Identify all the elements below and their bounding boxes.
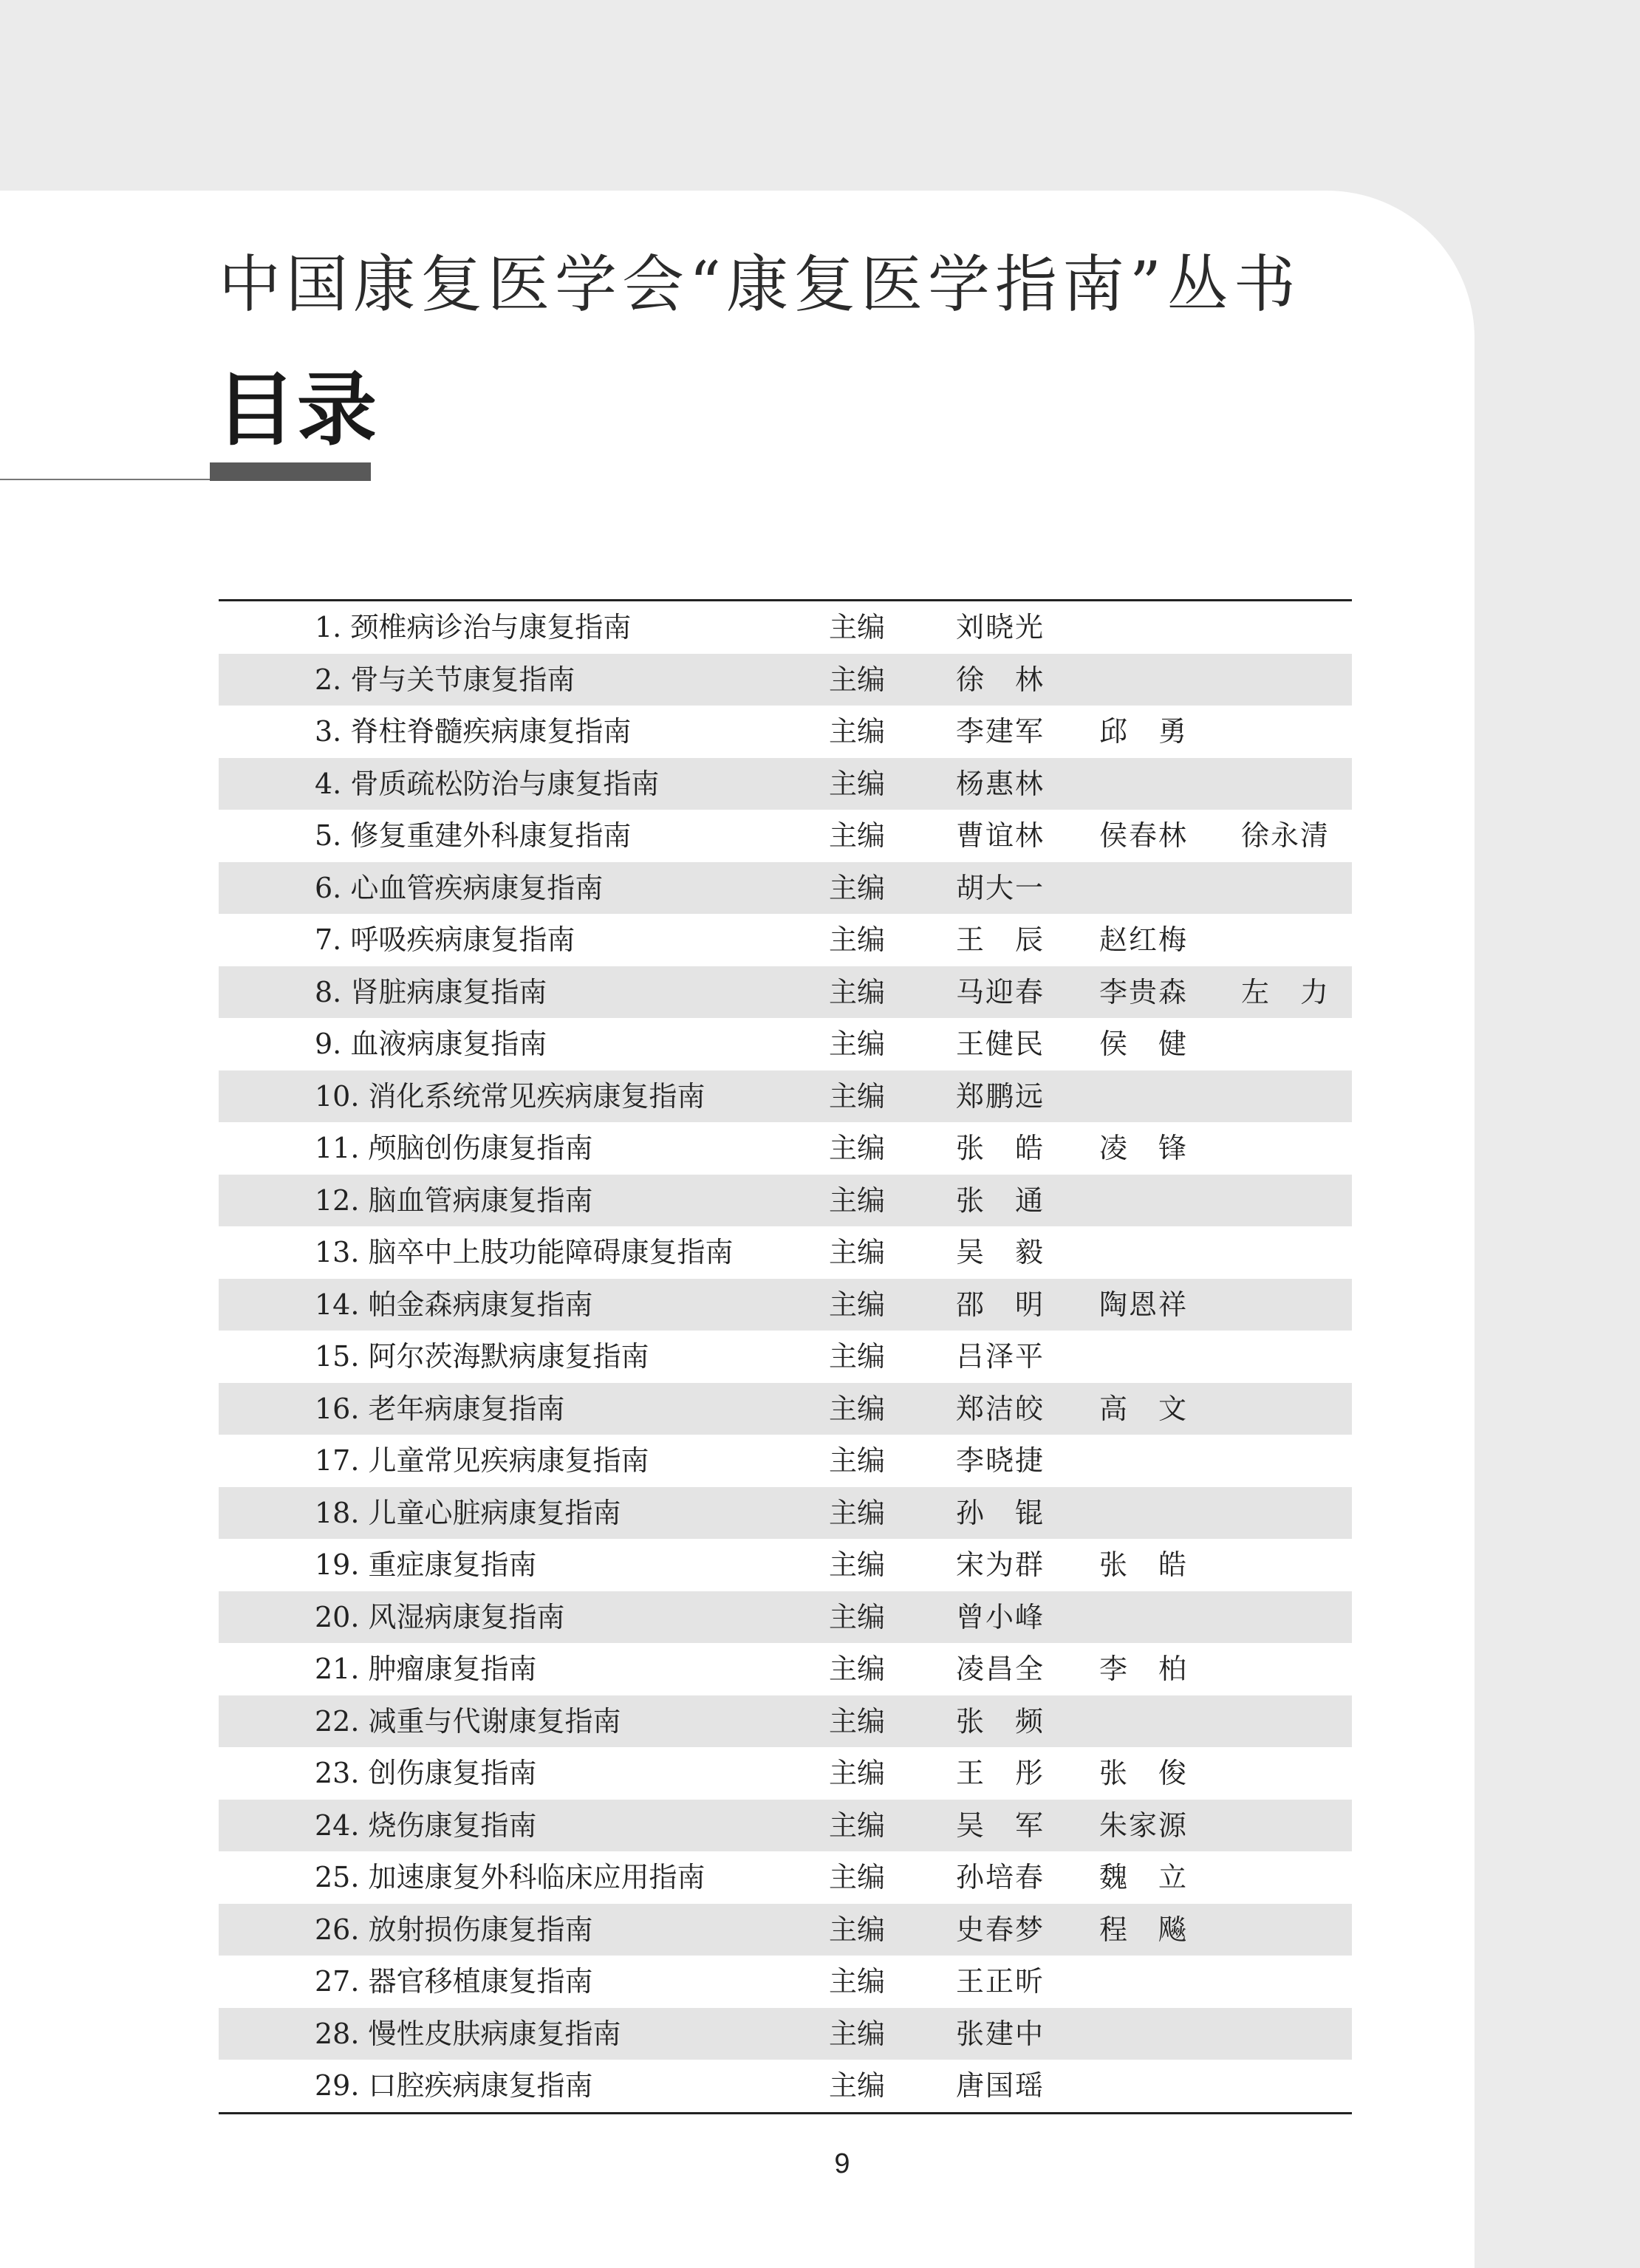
editor-name: 马迎春 <box>956 975 1045 1008</box>
editor-name: 朱家源 <box>1099 1808 1189 1842</box>
book-title: 28. 慢性皮肤病康复指南 <box>315 2017 621 2050</box>
toc-row <box>219 1747 1352 1800</box>
editor-name: 李建军 <box>956 715 1045 748</box>
toc-row <box>219 706 1352 758</box>
book-title: 20. 风湿病康复指南 <box>315 1600 565 1633</box>
editor-name: 高 文 <box>1099 1392 1189 1425</box>
toc-row <box>219 1591 1352 1644</box>
editor-role: 主编 <box>829 767 886 800</box>
editor-role: 主编 <box>829 819 886 852</box>
book-title: 3. 脊柱脊髓疾病康复指南 <box>315 715 632 748</box>
editor-name: 赵红梅 <box>1099 923 1189 956</box>
editor-role: 主编 <box>829 923 886 956</box>
toc-row <box>219 2060 1352 2112</box>
toc-row <box>219 2008 1352 2060</box>
editor-name: 史春梦 <box>956 1913 1045 1946</box>
editor-name: 杨惠林 <box>956 767 1045 800</box>
editor-name: 曹谊林 <box>956 819 1045 852</box>
heading-rule <box>0 479 214 480</box>
editor-name: 张 俊 <box>1099 1757 1189 1789</box>
editor-name: 王 辰 <box>956 923 1045 956</box>
book-title: 10. 消化系统常见疾病康复指南 <box>315 1079 705 1113</box>
toc-row <box>219 1904 1352 1956</box>
book-title: 22. 减重与代谢康复指南 <box>315 1704 621 1738</box>
book-title: 4. 骨质疏松防治与康复指南 <box>315 767 660 800</box>
editor-name: 左 力 <box>1241 975 1330 1008</box>
editor-name: 吕泽平 <box>956 1340 1045 1373</box>
editor-role: 主编 <box>829 1028 886 1060</box>
editor-name: 吴 军 <box>956 1808 1045 1842</box>
toc-row <box>219 966 1352 1019</box>
editor-name: 李贵森 <box>1099 975 1189 1008</box>
editor-name: 邱 勇 <box>1099 715 1189 748</box>
editor-name: 郑鹏远 <box>956 1079 1045 1113</box>
editor-name: 曾小峰 <box>956 1600 1045 1633</box>
book-title: 2. 骨与关节康复指南 <box>315 663 575 696</box>
editor-name: 孙培春 <box>956 1861 1045 1893</box>
editor-role: 主编 <box>829 1340 886 1373</box>
editor-name: 王正昕 <box>956 1965 1045 1998</box>
toc-row <box>219 1539 1352 1591</box>
book-title: 5. 修复重建外科康复指南 <box>315 819 632 852</box>
book-title: 9. 血液病康复指南 <box>315 1028 547 1060</box>
editor-name: 徐永清 <box>1241 819 1330 852</box>
page-number: 9 <box>834 2148 850 2179</box>
series-title: 中国康复医学会“康复医学指南”丛书 <box>219 248 1301 321</box>
editor-role: 主编 <box>829 1965 886 1998</box>
toc-row <box>219 1851 1352 1904</box>
editor-name: 吴 毅 <box>956 1236 1045 1268</box>
editor-name: 张建中 <box>956 2017 1045 2050</box>
toc-row <box>219 1800 1352 1852</box>
book-title: 29. 口腔疾病康复指南 <box>315 2069 593 2102</box>
book-title: 25. 加速康复外科临床应用指南 <box>315 1861 705 1893</box>
book-title: 8. 肾脏病康复指南 <box>315 975 547 1008</box>
editor-name: 徐 林 <box>956 663 1045 696</box>
book-title: 6. 心血管疾病康复指南 <box>315 871 604 904</box>
toc-row <box>219 1279 1352 1331</box>
book-title: 21. 肿瘤康复指南 <box>315 1653 537 1685</box>
editor-name: 刘晓光 <box>956 611 1045 643</box>
toc-row <box>219 1435 1352 1487</box>
book-title: 18. 儿童心脏病康复指南 <box>315 1496 621 1529</box>
heading-accent-bar <box>210 462 371 481</box>
editor-role: 主编 <box>829 2069 886 2102</box>
editor-name: 孙 锟 <box>956 1496 1045 1529</box>
book-title: 12. 脑血管病康复指南 <box>315 1183 593 1217</box>
editor-name: 郑洁皎 <box>956 1392 1045 1425</box>
editor-role: 主编 <box>829 1444 886 1477</box>
toc-row <box>219 1487 1352 1540</box>
book-title: 27. 器官移植康复指南 <box>315 1965 593 1998</box>
book-title: 15. 阿尔茨海默病康复指南 <box>315 1340 649 1373</box>
toc-row <box>219 1383 1352 1435</box>
editor-role: 主编 <box>829 1913 886 1946</box>
editor-role: 主编 <box>829 1236 886 1268</box>
editor-name: 魏 立 <box>1099 1861 1189 1893</box>
editor-name: 胡大一 <box>956 871 1045 904</box>
toc-row <box>219 1643 1352 1695</box>
editor-role: 主编 <box>829 1861 886 1893</box>
editor-name: 王健民 <box>956 1028 1045 1060</box>
editor-role: 主编 <box>829 611 886 643</box>
editor-name: 张 皓 <box>1099 1548 1189 1581</box>
book-title: 13. 脑卒中上肢功能障碍康复指南 <box>315 1236 734 1268</box>
editor-role: 主编 <box>829 1183 886 1217</box>
editor-role: 主编 <box>829 1704 886 1738</box>
editor-name: 李 柏 <box>1099 1653 1189 1685</box>
editor-name: 凌昌全 <box>956 1653 1045 1685</box>
editor-name: 唐国瑶 <box>956 2069 1045 2102</box>
book-title: 14. 帕金森病康复指南 <box>315 1288 593 1321</box>
toc-row <box>219 810 1352 862</box>
toc-row <box>219 914 1352 966</box>
editor-role: 主编 <box>829 1653 886 1685</box>
editor-name: 邵 明 <box>956 1288 1045 1321</box>
editor-role: 主编 <box>829 1808 886 1842</box>
editor-name: 宋为群 <box>956 1548 1045 1581</box>
toc-table <box>219 599 1352 2114</box>
editor-role: 主编 <box>829 1079 886 1113</box>
editor-role: 主编 <box>829 715 886 748</box>
editor-role: 主编 <box>829 1392 886 1425</box>
editor-name: 凌 锋 <box>1099 1132 1189 1164</box>
editor-name: 张 通 <box>956 1183 1045 1217</box>
book-title: 16. 老年病康复指南 <box>315 1392 565 1425</box>
book-title: 7. 呼吸疾病康复指南 <box>315 923 575 956</box>
book-title: 1. 颈椎病诊治与康复指南 <box>315 611 632 643</box>
editor-role: 主编 <box>829 1288 886 1321</box>
editor-name: 侯 健 <box>1099 1028 1189 1060</box>
editor-role: 主编 <box>829 1496 886 1529</box>
toc-row <box>219 654 1352 706</box>
book-title: 19. 重症康复指南 <box>315 1548 537 1581</box>
editor-name: 张 频 <box>956 1704 1045 1738</box>
editor-name: 李晓捷 <box>956 1444 1045 1477</box>
toc-row <box>219 1070 1352 1123</box>
editor-role: 主编 <box>829 871 886 904</box>
toc-row <box>219 758 1352 810</box>
book-title: 24. 烧伤康复指南 <box>315 1808 537 1842</box>
editor-name: 侯春林 <box>1099 819 1189 852</box>
editor-role: 主编 <box>829 1600 886 1633</box>
editor-role: 主编 <box>829 1548 886 1581</box>
toc-row <box>219 1956 1352 2008</box>
book-title: 26. 放射损伤康复指南 <box>315 1913 593 1946</box>
toc-row <box>219 1175 1352 1227</box>
toc-row <box>219 1122 1352 1175</box>
toc-row <box>219 1331 1352 1383</box>
editor-name: 张 皓 <box>956 1132 1045 1164</box>
editor-role: 主编 <box>829 663 886 696</box>
book-title: 11. 颅脑创伤康复指南 <box>315 1132 593 1164</box>
book-title: 17. 儿童常见疾病康复指南 <box>315 1444 649 1477</box>
toc-row <box>219 1226 1352 1279</box>
toc-row <box>219 1018 1352 1070</box>
toc-row <box>219 862 1352 915</box>
editor-name: 陶恩祥 <box>1099 1288 1189 1321</box>
editor-name: 程 飚 <box>1099 1913 1189 1946</box>
editor-role: 主编 <box>829 1132 886 1164</box>
editor-name: 王 彤 <box>956 1757 1045 1789</box>
toc-row <box>219 1695 1352 1748</box>
editor-role: 主编 <box>829 975 886 1008</box>
editor-role: 主编 <box>829 1757 886 1789</box>
book-title: 23. 创伤康复指南 <box>315 1757 537 1789</box>
toc-row <box>219 601 1352 654</box>
toc-heading: 目录 <box>216 363 379 457</box>
editor-role: 主编 <box>829 2017 886 2050</box>
